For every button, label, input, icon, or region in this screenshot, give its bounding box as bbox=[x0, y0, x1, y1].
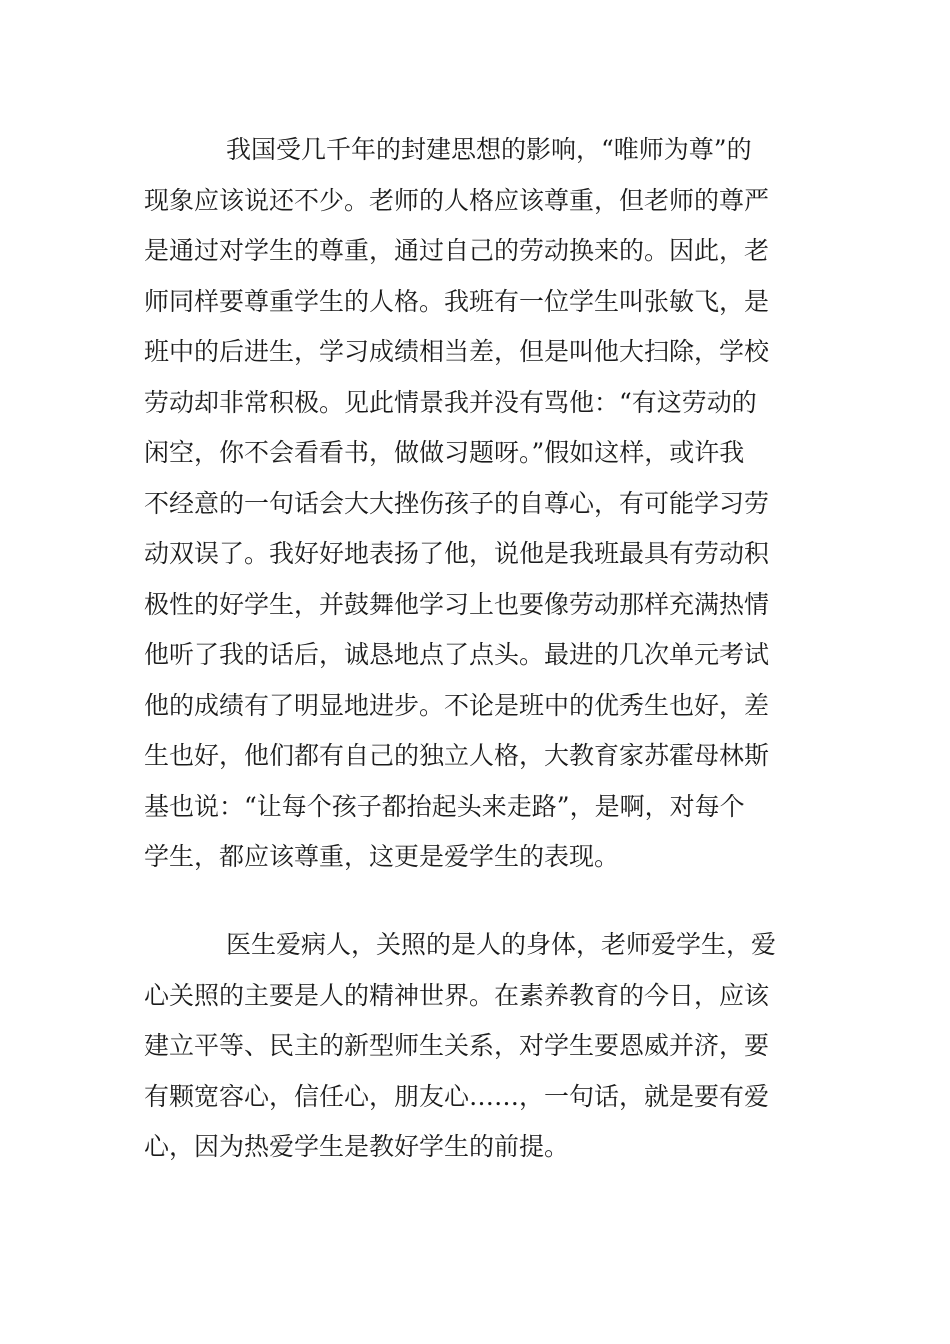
paragraph-line: 心关照的主要是人的精神世界。在素养教育的今日，应该 bbox=[144, 980, 770, 1010]
paragraph-line: 劳动却非常积极。见此情景我并没有骂他：“有这劳动的 bbox=[144, 387, 757, 417]
paragraph-line: 医生爱病人，关照的是人的身体，老师爱学生，爱 bbox=[226, 930, 777, 959]
paragraph-line: 师同样要尊重学生的人格。我班有一位学生叫张敏飞，是 bbox=[144, 286, 770, 316]
paragraph-line: 不经意的一句话会大大挫伤孩子的自尊心，有可能学习劳 bbox=[144, 488, 770, 518]
paragraph-line: 闲空，你不会看看书，做做习题呀。”假如这样，或许我 bbox=[144, 438, 745, 467]
paragraph-1 bbox=[144, 125, 808, 883]
paragraph-line: 有颗宽容心，信任心，朋友心……，一句话，就是要有爱 bbox=[144, 1081, 770, 1111]
paragraph-line: 基也说：“让每个孩子都抬起头来走路”，是啊，对每个 bbox=[144, 791, 745, 821]
paragraph-line: 他听了我的话后，诚恳地点了点头。最进的几次单元考试 bbox=[144, 640, 770, 669]
paragraph-line: 是通过对学生的尊重，通过自己的劳动换来的。因此，老 bbox=[144, 236, 770, 265]
paragraph-line: 生也好，他们都有自己的独立人格，大教育家苏霍母林斯 bbox=[144, 741, 770, 770]
paragraph-line: 现象应该说还不少。老师的人格应该尊重，但老师的尊严 bbox=[144, 185, 770, 215]
paragraph-line: 他的成绩有了明显地进步。不论是班中的优秀生也好，差 bbox=[144, 690, 770, 720]
paragraph-line: 班中的后进生，学习成绩相当差，但是叫他大扫除，学校 bbox=[144, 337, 770, 366]
paragraph-line: 心，因为热爱学生是教好学生的前提。 bbox=[144, 1132, 570, 1161]
paragraph-line: 建立平等、民主的新型师生关系，对学生要恩威并济，要 bbox=[144, 1031, 770, 1060]
paragraph-line: 动双误了。我好好地表扬了他，说他是我班最具有劳动积 bbox=[144, 539, 770, 568]
paragraph-2 bbox=[144, 920, 808, 1173]
paragraph-line: 极性的好学生，并鼓舞他学习上也要像劳动那样充满热情 bbox=[144, 589, 770, 619]
paragraph-line: 学生，都应该尊重，这更是爱学生的表现。 bbox=[144, 842, 620, 871]
paragraph-line: 我国受几千年的封建思想的影响，“唯师为尊”的 bbox=[226, 135, 752, 164]
